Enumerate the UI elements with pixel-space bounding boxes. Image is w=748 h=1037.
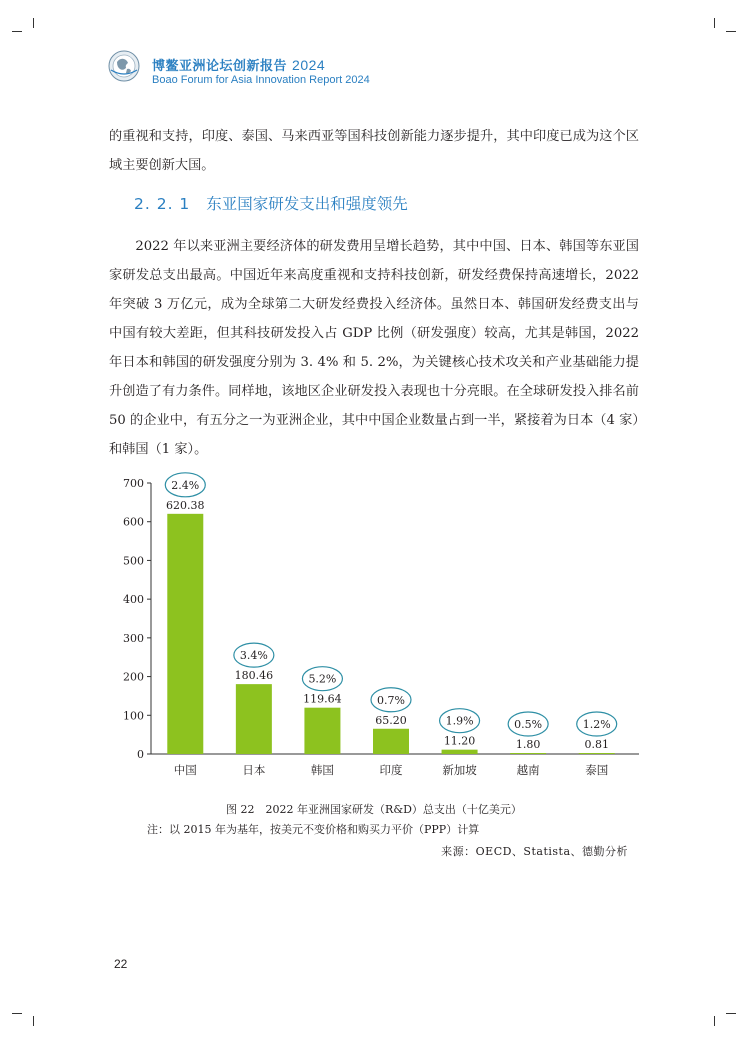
rd-intensity-label: 1.9% [445,714,474,728]
y-tick-label: 700 [123,477,144,490]
main-paragraph: 2022 年以来亚洲主要经济体的研发费用呈增长趋势，其中中国、日本、韩国等东亚国家研发总支出最高。中国近年来高度重视和支持科技创新，研发经费保持高速增长，2022 年突破 3 万亿元，成为全球第二大研发经费投入经济体。虽然日本、韩国研发经费支出与中国有较大差距，但其科技研发投入占 GDP 比例（研发强度）较高，尤其是韩国，2022 年日本和韩国的研发强度分别为 3. 4% 和 5. 2%，为关键核心技术攻关和产业基础能力提升创造了有力条件。同样地，该地区企业研发投入表现也十分亮眼。在全球研发投入排名前 50 的企业中，有五分之一为亚洲企业，其中中国企业数量占到一半，紧接着为日本（4 家）和韩国（1 家）。 [109,239,639,457]
y-tick-label: 200 [123,670,144,684]
bar-3 [373,729,409,754]
bar-5 [510,753,546,754]
x-category-label: 中国 [173,763,197,777]
bar-4 [442,750,478,754]
crop-mark [726,1013,736,1014]
y-tick-label: 0 [137,748,144,761]
y-tick-label: 400 [123,593,144,607]
section-heading [134,192,408,214]
bar-value-label: 1.80 [515,738,541,751]
x-category-label: 新加坡 [442,763,477,777]
intro-paragraph: 的重视和支持，印度、泰国、马来西亚等国科技创新能力逐步提升，其中印度已成为这个区域主要创新大国。 [109,129,639,173]
section-title: 东亚国家研发支出和强度领先 [206,195,408,213]
bar-value-label: 11.20 [443,734,476,748]
header-subtitle: Boao Forum for Asia Innovation Report 2024 [152,74,370,86]
header-year: 2024 [292,57,326,73]
crop-mark [33,18,34,28]
rd-intensity-label: 3.4% [239,649,268,663]
crop-mark [726,31,736,32]
rd-intensity-label: 2.4% [171,478,200,492]
figure-note: 注：以 2015 年为基年，按美元不变价格和购买力平价（PPP）计算 [147,823,480,836]
crop-mark [12,31,22,32]
rd-intensity-label: 0.7% [377,693,405,707]
header-title [152,55,325,74]
crop-mark [33,1016,34,1026]
rd-intensity-label: 0.5% [514,718,543,731]
crop-mark [714,1016,715,1026]
figure-caption: 图 22 2022 年亚洲国家研发（R&D）总支出（十亿美元） [226,803,522,816]
bar-value-label: 0.81 [584,738,609,751]
crop-mark [12,1013,22,1014]
bar-2 [304,708,340,754]
figure-source: 来源：OECD、Statista、德勤分析 [441,845,628,858]
rd-expenditure-bar-chart [120,470,640,785]
rd-intensity-label: 5.2% [308,672,337,686]
globe-logo-icon [108,50,140,82]
x-category-label: 泰国 [585,763,609,777]
y-tick-label: 100 [123,709,144,723]
x-category-label: 越南 [516,763,540,777]
x-category-label: 日本 [242,763,266,777]
page-number: 22 [114,957,128,971]
bar-1 [236,684,272,754]
bar-value-label: 620.38 [166,498,205,512]
crop-mark [714,18,715,28]
bar-value-label: 180.46 [234,669,274,683]
bar-value-label: 119.64 [303,692,342,706]
x-category-label: 韩国 [310,763,334,777]
section-number: 2. 2. 1 [134,195,191,213]
bar-6 [579,753,615,754]
y-tick-label: 500 [123,554,144,568]
y-tick-label: 300 [123,631,144,645]
bar-0 [167,514,203,754]
bar-value-label: 65.20 [375,713,407,727]
header-title-cn: 博鳌亚洲论坛创新报告 [152,59,293,74]
x-category-label: 印度 [379,763,403,777]
y-tick-label: 600 [123,515,144,529]
rd-intensity-label: 1.2% [582,718,611,731]
